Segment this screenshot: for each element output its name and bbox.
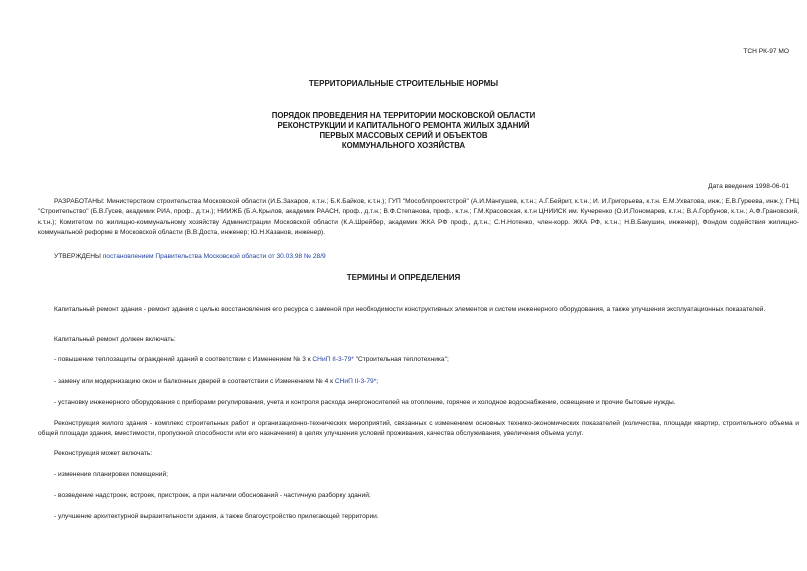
snip-link[interactable]: СНиП II-3-79*: [334, 378, 377, 385]
snip-link[interactable]: СНиП II-3-79*: [312, 356, 354, 363]
approved-paragraph: [38, 252, 799, 262]
list-item-text: "Строительная теплотехника";: [353, 356, 449, 363]
subtitle-line: КОММУНАЛЬНОГО ХОЗЯЙСТВА: [341, 141, 466, 150]
list-item: - установку инженерного оборудования с приборами регулирования, учета и контроля расхода энергоносителей на отопление, горячее и холодное водоснабжение, освещение и прочие бытовые нужды.: [54, 399, 676, 406]
developers-paragraph: РАЗРАБОТАНЫ: Министерством строительства Московской области (И.Б.Захаров, к.т.н.; Б.К.Байков, к.т.н.); ГУП "Мособлпроектстрой" (А.И.Мангушев, к.т.н.; А.Г.Бейрит, к.т.н.; И. И.Григорьева, к.т.н. Е.М.Ухватова, инж.; Е.В.Гуреева, инж.); ГНЦ "Строительство" (Б.В.Гусев, академик РИА, проф., д.т.н.); НИИЖБ (Б.А.Крылов, академик РААСН, проф., д.т.н.; В.Ф.Степанова, проф., к.т.н.; Г.М.Красовская, к.т.н ЦНИИСК им. Кучеренко (О.И.Пономарев, к.т.н.; В.А.Горбунов, к.т.н.; А.Ф.Грановский, к.т.н.); Комитетом по жилищно-коммунальному хозяйству Администрации Московской области (К.А.Шрейбер, академик ЖКА РФ проф., д.т.н.; С.Н.Нотенко, член-корр. ЖКА РФ, к.т.н.; Н.В.Бакушин, инженер), Фондом содействия жилищно-коммунальной реформе в Московской области (В.В.Доста, инженер; Ю.Н.Казанов, инженер).: [38, 198, 799, 237]
introduction-date: Дата введения 1998-06-01: [708, 183, 789, 190]
capital-repair-definition: Капитальный ремонт здания - ремонт здания с целью восстановления его ресурса с заменой при необходимости конструктивных элементов и систем инженерного оборудования, а также улучшения эксплуатационных показателей.: [54, 306, 766, 313]
subtitle-line: ПЕРВЫХ МАССОВЫХ СЕРИЙ И ОБЪЕКТОВ: [319, 131, 488, 140]
subtitle-line: ПОРЯДОК ПРОВЕДЕНИЯ НА ТЕРРИТОРИИ МОСКОВСКОЙ ОБЛАСТИ: [271, 111, 536, 120]
section-title: ТЕРМИНЫ И ОПРЕДЕЛЕНИЯ: [346, 273, 461, 282]
list-item-text: - замену или модернизацию окон и балконных дверей в соответствии с Изменением № 4 к: [54, 378, 335, 385]
list-item: - улучшение архитектурной выразительности здания, а также благоустройство прилегающей территории.: [54, 513, 379, 520]
list-item-text: ;: [376, 378, 379, 385]
list-item-text: - повышение теплозащиты ограждений зданий в соответствии с Изменением № 3 к: [54, 356, 313, 363]
reconstruction-definition: Реконструкция жилого здания - комплекс строительных работ и организационно-технических мероприятий, связанных с изменением основных технико-экономических показателей (количества, площади квартир, строительного объема и общей площади здания, вместимости, пропускной способности или его назначения) в целях улучшения условий проживания, качества обслуживания, увеличения объема услуг.: [38, 420, 799, 438]
list-item: [38, 377, 799, 387]
list-item: - изменение планировки помещений;: [54, 471, 169, 478]
approved-label: УТВЕРЖДЕНЫ: [54, 253, 101, 260]
list-item: [38, 355, 799, 365]
reconstruction-includes: Реконструкция может включать:: [54, 450, 153, 457]
document-code: ТСН РК-97 МО: [743, 48, 789, 55]
capital-repair-includes: Капитальный ремонт должен включать:: [54, 336, 176, 343]
subtitle-line: РЕКОНСТРУКЦИИ И КАПИТАЛЬНОГО РЕМОНТА ЖИЛЫХ ЗДАНИЙ: [277, 121, 530, 130]
document-subtitle: [0, 111, 807, 151]
list-item: - возведение надстроек, встроек, пристроек, а при наличии обоснований - частичную разборку зданий;: [54, 492, 371, 499]
approval-decree-link[interactable]: постановлением Правительства Московской области от 30.03.98 № 28/9: [102, 253, 326, 260]
document-type-title: ТЕРРИТОРИАЛЬНЫЕ СТРОИТЕЛЬНЫЕ НОРМЫ: [308, 79, 499, 88]
